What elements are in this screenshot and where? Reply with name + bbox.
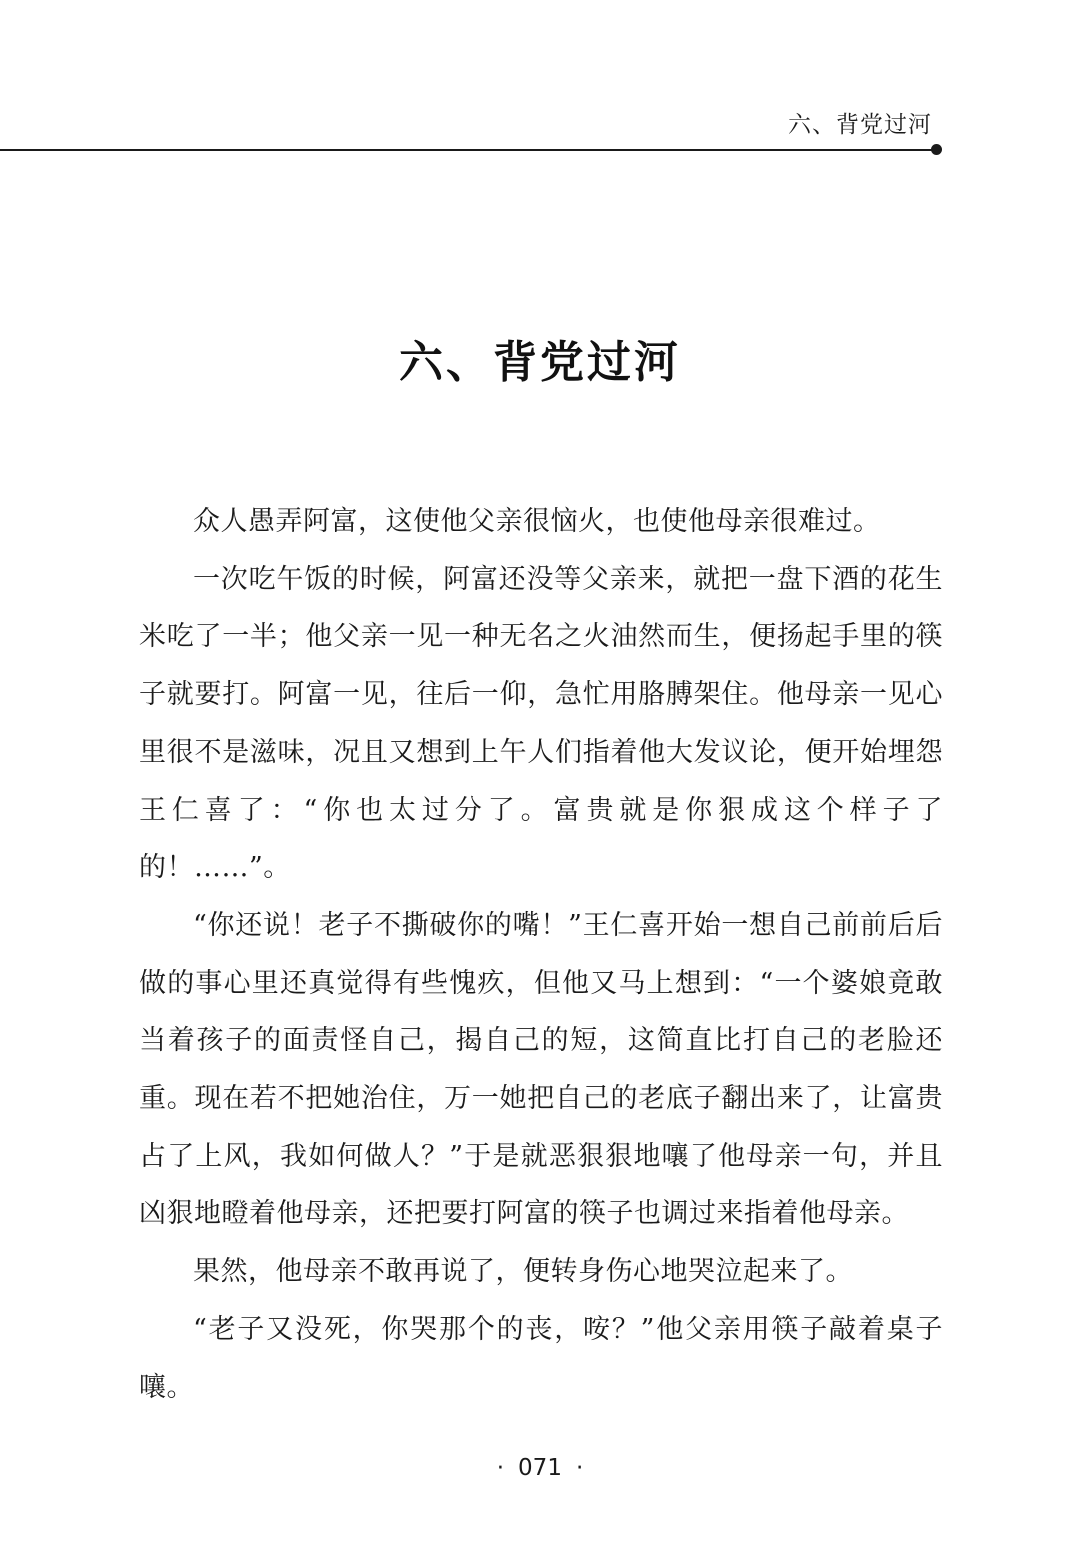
page-number: 071 [518, 1455, 562, 1481]
paragraph: 一次吃午饭的时候，阿富还没等父亲来，就把一盘下酒的花生米吃了一半；他父亲一见一种无名之火油然而生，便扬起手里的筷子就要打。阿富一见，往后一仰，急忙用胳膊架住。他母亲一见心里很不是滋味，况且又想到上午人们指着他大发议论，便开始埋怨王仁喜了：“你也太过分了。富贵就是你狠成这个样子了的！……”。 [139, 563, 943, 884]
chapter-title: 六、背党过河 [399, 337, 681, 388]
header-rule-dot [931, 144, 942, 155]
footer-separator-right: · [575, 1455, 584, 1481]
paragraph: 众人愚弄阿富，这使他父亲很恼火，也使他母亲很难过。 [193, 506, 881, 537]
body-text [139, 493, 943, 1416]
footer-separator-left: · [496, 1455, 505, 1481]
paragraph: 果然，他母亲不敢再说了，便转身伤心地哭泣起来了。 [193, 1256, 853, 1288]
header-rule [0, 149, 936, 151]
running-header-title: 六、背党过河 [788, 112, 932, 138]
paragraph: “你还说！老子不撕破你的嘴！”王仁喜开始一想自己前前后后做的事心里还真觉得有些愧疚，但他又马上想到：“一个婆娘竟敢当着孩子的面责怪自己，揭自己的短，这简直比打自己的老脸还重。现在若不把她治住，万一她把自己的老底子翻出来了，让富贵占了上风，我如何做人？”于是就恶狠狠地嚷了他母亲一句，并且凶狠地瞪着他母亲，还把要打阿富的筷子也调过来指着他母亲。 [139, 909, 943, 1230]
paragraph: “老子又没死，你哭那个的丧，咹？”他父亲用筷子敲着桌子嚷。 [139, 1313, 943, 1403]
page-footer [0, 1455, 1080, 1481]
